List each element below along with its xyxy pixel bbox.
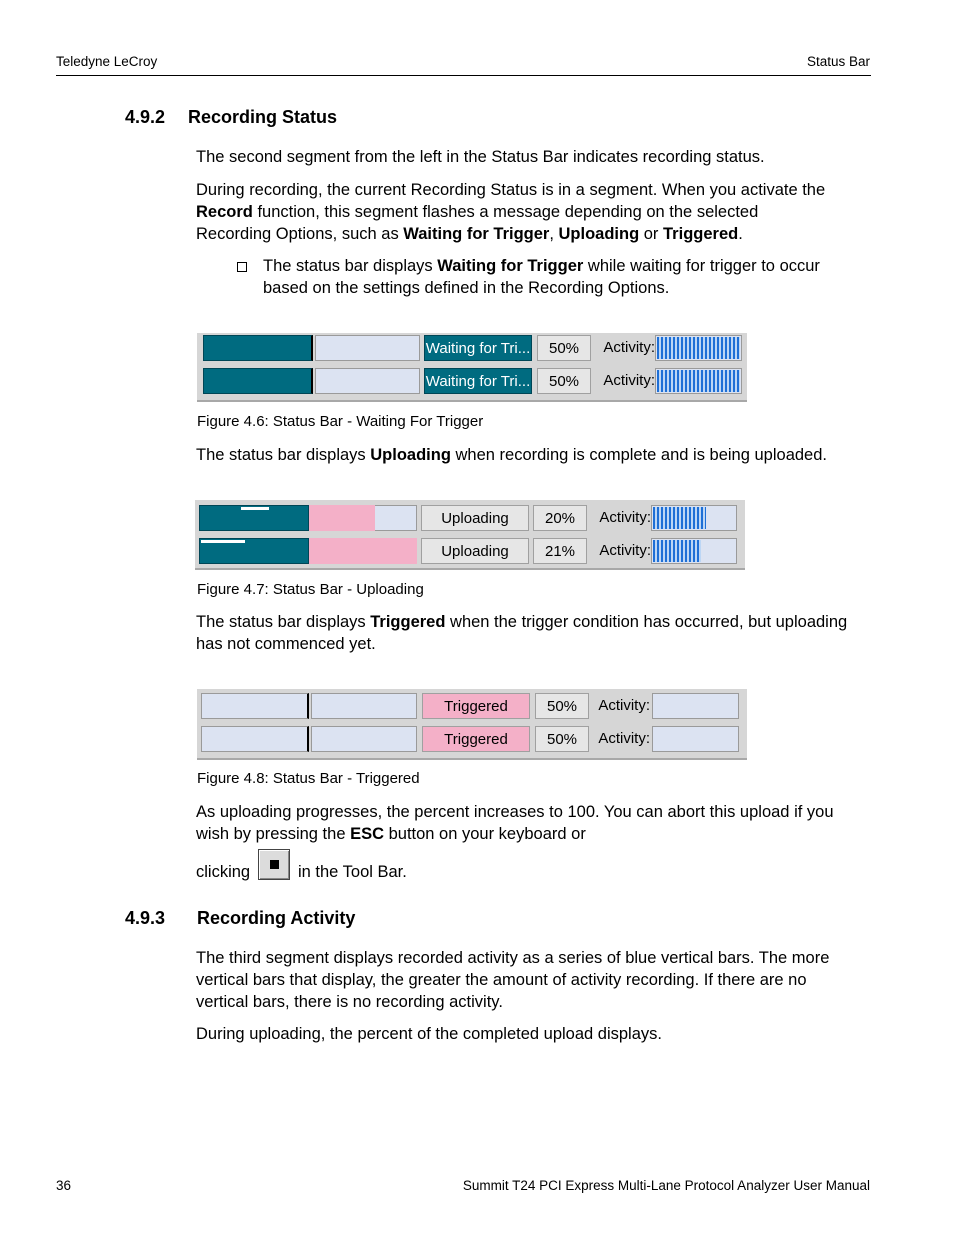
activity-meter (651, 538, 737, 564)
progress-segment (203, 335, 313, 361)
running-header-right: Status Bar (806, 54, 870, 69)
activity-label: Activity: (598, 697, 650, 714)
bullet-item (263, 255, 863, 299)
section-title-recording-activity: Recording Activity (197, 908, 356, 928)
percent-label: 50% (537, 335, 591, 361)
status-bar-row (197, 691, 747, 719)
figure-caption: Figure 4.6: Status Bar - Waiting For Trigger (197, 413, 484, 430)
text: or (639, 225, 664, 243)
text: clicking (196, 863, 251, 881)
text: function, this segment flashes a message depending on the selected (252, 203, 759, 221)
progress-segment (203, 368, 313, 394)
percent-label: 20% (533, 505, 587, 531)
paragraph (196, 947, 876, 1013)
activity-label: Activity: (603, 372, 655, 389)
text: in the Tool Bar. (298, 863, 407, 881)
page-number: 36 (56, 1178, 72, 1193)
bold-text: Uploading (370, 446, 451, 464)
empty-segment (311, 726, 417, 752)
text: when the trigger condition has occurred, but uploading (445, 613, 848, 631)
stop-record-icon[interactable] (258, 849, 290, 880)
progress-segment (201, 726, 309, 752)
text: wish by pressing the (196, 825, 351, 843)
bold-text: ESC (350, 825, 385, 843)
text: The status bar displays (196, 446, 371, 464)
upload-progress-fill (309, 505, 375, 531)
empty-segment (375, 505, 417, 531)
section-number-4-9-3: 4.9.3 (125, 908, 166, 928)
text: The status bar displays (263, 257, 438, 275)
activity-label: Activity: (598, 730, 650, 747)
bold-text: Triggered (370, 613, 446, 631)
paragraph (196, 801, 876, 845)
header-rule (56, 75, 871, 76)
bold-text: Waiting for Trigger (437, 257, 584, 275)
text: Recording Options, such as (196, 225, 404, 243)
activity-bars (653, 507, 706, 529)
text-line (196, 201, 876, 223)
text-line: vertical bars that display, the greater the amount of activity recording. If there are no (196, 971, 807, 989)
checkbox-bullet-icon (237, 262, 247, 272)
text: , (549, 225, 559, 243)
activity-meter (655, 368, 742, 394)
text-line: has not commenced yet. (196, 635, 376, 653)
status-bar-row (195, 536, 745, 564)
recording-status-label: Waiting for Tri... (424, 368, 532, 394)
recording-status-label: Uploading (421, 505, 529, 531)
bold-text: Triggered (663, 225, 739, 243)
running-footer-title: Summit T24 PCI Express Multi-Lane Protocol Analyzer User Manual (462, 1178, 870, 1193)
percent-label: 21% (533, 538, 587, 564)
text-line: based on the settings defined in the Recording Options. (263, 279, 670, 297)
progress-marker (201, 540, 245, 543)
upload-progress-fill (309, 538, 417, 564)
text: when recording is complete and is being uploaded. (450, 446, 827, 464)
status-bar-row (195, 503, 745, 531)
progress-segment (201, 693, 309, 719)
figure-caption: Figure 4.7: Status Bar - Uploading (197, 581, 424, 598)
recording-status-label: Uploading (421, 538, 529, 564)
status-bar-row (197, 366, 747, 394)
status-bar-row (197, 333, 747, 361)
text-line (196, 823, 876, 845)
paragraph (196, 611, 876, 655)
running-header-left: Teledyne LeCroy (56, 54, 158, 69)
text: The status bar displays (196, 613, 371, 631)
activity-meter (652, 726, 739, 752)
status-bar-figure-uploading (195, 500, 745, 570)
empty-segment (315, 335, 420, 361)
status-bar-figure-waiting (197, 333, 747, 402)
text-line (263, 255, 863, 277)
text-line (196, 611, 876, 633)
bold-text: Record (196, 203, 253, 221)
paragraph (196, 444, 827, 466)
stop-square (270, 860, 279, 869)
figure-caption: Figure 4.8: Status Bar - Triggered (197, 770, 420, 787)
percent-label: 50% (537, 368, 591, 394)
paragraph: During uploading, the percent of the completed upload displays. (196, 1025, 662, 1043)
percent-label: 50% (535, 693, 589, 719)
text-line: During recording, the current Recording Status is in a segment. When you activate the (196, 181, 826, 199)
paragraph: The second segment from the left in the Status Bar indicates recording status. (196, 148, 765, 166)
text-line: The third segment displays recorded activity as a series of blue vertical bars. The more (196, 949, 830, 967)
activity-bars (657, 370, 740, 392)
bold-text: Uploading (558, 225, 640, 243)
bold-text: Waiting for Trigger (403, 225, 550, 243)
activity-label: Activity: (603, 339, 655, 356)
section-title-recording-status: Recording Status (188, 107, 338, 127)
status-bar-figure-triggered (197, 689, 747, 760)
text-line: As uploading progresses, the percent increases to 100. You can abort this upload if you (196, 803, 834, 821)
activity-meter (652, 693, 739, 719)
activity-label: Activity: (599, 509, 651, 526)
text: while waiting for trigger to occur (583, 257, 820, 275)
progress-marker (241, 507, 269, 510)
section-number-4-9-2: 4.9.2 (125, 107, 166, 127)
text: . (738, 225, 743, 243)
empty-segment (311, 693, 417, 719)
percent-label: 50% (535, 726, 589, 752)
status-bar-row (197, 724, 747, 752)
text: button on your keyboard or (384, 825, 586, 843)
recording-status-label: Triggered (422, 726, 530, 752)
activity-label: Activity: (599, 542, 651, 559)
text-line (196, 223, 876, 245)
recording-status-label: Triggered (422, 693, 530, 719)
paragraph (196, 179, 876, 245)
empty-segment (315, 368, 420, 394)
recording-status-label: Waiting for Tri... (424, 335, 532, 361)
activity-meter (655, 335, 742, 361)
activity-meter (651, 505, 737, 531)
activity-bars (657, 337, 740, 359)
activity-bars (653, 540, 701, 562)
text-line: vertical bars, there is no recording activity. (196, 993, 503, 1011)
